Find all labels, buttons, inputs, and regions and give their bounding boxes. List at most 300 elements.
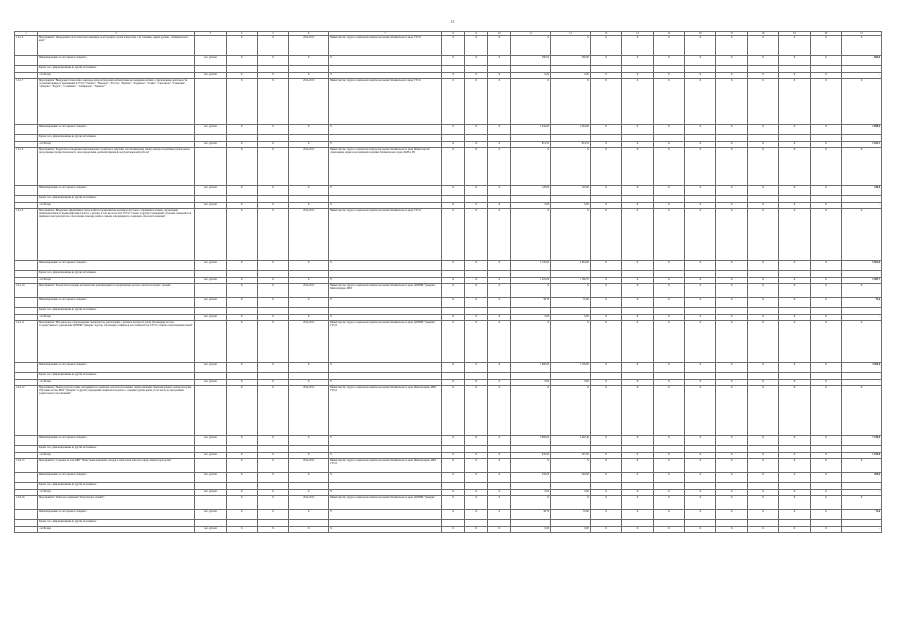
value-cell: Х: [465, 73, 488, 79]
amount-cell: Х: [511, 36, 551, 56]
value-cell: Х: [747, 453, 778, 459]
empty-cell: [622, 446, 653, 453]
value-cell: Х: [779, 142, 810, 148]
row-code: 1.6.1.8: [15, 148, 38, 186]
value-cell: Х: [257, 203, 288, 209]
empty-cell: [442, 271, 465, 278]
empty-cell: [716, 271, 747, 278]
row-label: Финансирование за счет краевого бюджета: [38, 56, 195, 66]
value-cell: Х: [488, 380, 511, 386]
executor-cell: Министерство труда и социальной защиты населения Забайкальского края, ГУСО: [329, 36, 442, 56]
table-row-fin: [15, 298, 882, 308]
value-cell: Х: [779, 261, 810, 271]
value-cell: Х: [226, 261, 257, 271]
value-cell: Х: [653, 284, 684, 298]
value-cell: Х: [653, 527, 684, 533]
value-cell: Х: [590, 527, 621, 533]
value-cell: Х: [779, 203, 810, 209]
executor-cell: Х: [329, 298, 442, 308]
value-cell: Х: [442, 73, 465, 79]
value-cell: Х: [653, 261, 684, 271]
value-cell: Х: [810, 36, 841, 56]
empty-cell: [622, 196, 653, 203]
value-cell: Х: [465, 321, 488, 363]
empty-cell: [442, 520, 465, 527]
row-label: - из Фонда: [38, 380, 195, 386]
row-code: [15, 527, 38, 533]
total-cell: -: [842, 73, 882, 79]
empty-cell: [329, 446, 442, 453]
value-cell: Х: [747, 473, 778, 483]
value-cell: Х: [488, 278, 511, 284]
value-cell: Х: [747, 496, 778, 510]
executor-cell: Министерство труда и социальной защиты населения Забайкальского края, ГУСО: [329, 209, 442, 261]
empty-cell: [195, 308, 226, 315]
empty-cell: [488, 308, 511, 315]
unit-cell: тыс. рублей: [195, 261, 226, 271]
total-cell: Х: [842, 284, 882, 298]
value-cell: Х: [622, 148, 653, 186]
value-cell: Х: [653, 142, 684, 148]
column-number: 7: [329, 32, 442, 36]
column-number: 9: [465, 32, 488, 36]
value-cell: Х: [488, 510, 511, 520]
value-cell: Х: [257, 278, 288, 284]
value-cell: Х: [590, 298, 621, 308]
amount-cell: 2 844,00: [551, 261, 591, 271]
row-code: 1.6.1.6: [15, 36, 38, 56]
value-cell: Х: [810, 510, 841, 520]
amount-cell: 300,00: [511, 56, 551, 66]
amount-cell: 0,00: [511, 73, 551, 79]
value-cell: Х: [442, 436, 465, 446]
empty-cell: [488, 373, 511, 380]
row-code: 1.6.1.9: [15, 209, 38, 261]
table-row-measure: [15, 148, 882, 186]
empty-cell: [551, 373, 591, 380]
empty-cell: [551, 196, 591, 203]
value-cell: Х: [622, 473, 653, 483]
executor-cell: Министерство труда и социальной защиты населения Забайкальского края, ГУСО: [329, 79, 442, 125]
empty-cell: [226, 196, 257, 203]
column-number: 21: [842, 32, 882, 36]
value-cell: Х: [226, 315, 257, 321]
column-number: 8: [442, 32, 465, 36]
amount-cell: 0,00: [551, 490, 591, 496]
value-cell: Х: [257, 496, 288, 510]
executor-cell: Х: [329, 527, 442, 533]
executor-cell: Х: [329, 203, 442, 209]
value-cell: Х: [442, 261, 465, 271]
empty-cell: [622, 271, 653, 278]
empty-cell: [653, 483, 684, 490]
value-cell: Х: [779, 186, 810, 196]
value-cell: Х: [465, 363, 488, 373]
value-cell: Х: [810, 125, 841, 135]
empty-cell: [810, 196, 841, 203]
unit-cell: [195, 79, 226, 125]
row-code: [15, 271, 38, 278]
table-row-other: [15, 66, 882, 73]
value-cell: Х: [685, 473, 716, 483]
executor-cell: Х: [329, 186, 442, 196]
amount-cell: 0,00: [511, 203, 551, 209]
value-cell: 2014-2015: [289, 209, 329, 261]
value-cell: Х: [653, 386, 684, 436]
amount-cell: 1 860,00: [511, 363, 551, 373]
value-cell: Х: [488, 436, 511, 446]
value-cell: Х: [622, 79, 653, 125]
value-cell: Х: [257, 363, 288, 373]
empty-cell: [195, 373, 226, 380]
unit-cell: тыс. рублей: [195, 315, 226, 321]
value-cell: Х: [779, 510, 810, 520]
row-code: [15, 135, 38, 142]
value-cell: Х: [488, 459, 511, 473]
empty-cell: [465, 196, 488, 203]
value-cell: Х: [488, 125, 511, 135]
value-cell: Х: [488, 315, 511, 321]
value-cell: Х: [226, 321, 257, 363]
empty-cell: [653, 520, 684, 527]
amount-cell: 38,70: [511, 510, 551, 520]
executor-cell: Х: [329, 278, 442, 284]
value-cell: Х: [685, 510, 716, 520]
empty-cell: [551, 308, 591, 315]
unit-cell: тыс. рублей: [195, 298, 226, 308]
value-cell: Х: [779, 284, 810, 298]
table-row-measure: [15, 496, 882, 510]
empty-cell: [195, 135, 226, 142]
value-cell: Х: [779, 36, 810, 56]
total-cell: 1 180,8: [842, 453, 882, 459]
value-cell: Х: [257, 56, 288, 66]
empty-cell: [226, 373, 257, 380]
empty-cell: [779, 271, 810, 278]
row-code: 1.6.2.16: [15, 496, 38, 510]
value-cell: Х: [289, 298, 329, 308]
value-cell: Х: [590, 56, 621, 66]
amount-cell: 1 700,00: [551, 363, 591, 373]
value-cell: Х: [465, 386, 488, 436]
empty-cell: [747, 196, 778, 203]
empty-cell: [226, 308, 257, 315]
value-cell: Х: [685, 298, 716, 308]
value-cell: Х: [779, 79, 810, 125]
value-cell: Х: [590, 79, 621, 125]
value-cell: Х: [289, 203, 329, 209]
value-cell: Х: [289, 436, 329, 446]
empty-cell: [257, 446, 288, 453]
total-cell: -: [842, 203, 882, 209]
empty-cell: [653, 66, 684, 73]
empty-cell: [289, 373, 329, 380]
empty-cell: [465, 520, 488, 527]
value-cell: Х: [653, 79, 684, 125]
empty-cell: [653, 271, 684, 278]
value-cell: Х: [779, 315, 810, 321]
value-cell: Х: [685, 79, 716, 125]
value-cell: Х: [716, 278, 747, 284]
row-code: [15, 186, 38, 196]
empty-cell: [685, 520, 716, 527]
value-cell: Х: [810, 527, 841, 533]
value-cell: Х: [810, 315, 841, 321]
value-cell: Х: [442, 315, 465, 321]
value-cell: Х: [465, 380, 488, 386]
total-cell: 74,6: [842, 298, 882, 308]
value-cell: Х: [465, 527, 488, 533]
value-cell: Х: [226, 380, 257, 386]
empty-cell: [195, 66, 226, 73]
amount-cell: 120,00: [511, 186, 551, 196]
measure-title: Мероприятие "Методическое сопровождение специалистов, работающих с детьми в интересах детей. Проведение на базе государственного учреждения ЦПППИ "Доверие" курсов, обучающих семинаров для специалистов ГУСО, службы сопровождения семей": [38, 321, 195, 363]
value-cell: Х: [622, 510, 653, 520]
empty-cell: [779, 520, 810, 527]
value-cell: Х: [622, 142, 653, 148]
value-cell: Х: [716, 148, 747, 186]
empty-cell: [511, 196, 551, 203]
value-cell: Х: [465, 278, 488, 284]
empty-cell: [590, 446, 621, 453]
value-cell: Х: [716, 496, 747, 510]
amount-cell: Х: [511, 321, 551, 363]
amount-cell: Х: [511, 79, 551, 125]
value-cell: Х: [747, 459, 778, 473]
empty-cell: [590, 373, 621, 380]
total-cell: 7 240,0: [842, 436, 882, 446]
value-cell: Х: [653, 186, 684, 196]
value-cell: Х: [685, 436, 716, 446]
total-cell: 600,0: [842, 56, 882, 66]
value-cell: Х: [622, 209, 653, 261]
value-cell: Х: [779, 453, 810, 459]
empty-cell: [842, 308, 882, 315]
value-cell: Х: [779, 459, 810, 473]
value-cell: Х: [716, 473, 747, 483]
empty-cell: [488, 483, 511, 490]
row-label: - из Фонда: [38, 278, 195, 284]
empty-cell: [511, 308, 551, 315]
value-cell: Х: [442, 36, 465, 56]
value-cell: Х: [226, 142, 257, 148]
amount-cell: 814,55: [551, 142, 591, 148]
empty-cell: [257, 271, 288, 278]
table-row-fin: [15, 473, 882, 483]
row-label: - из Фонда: [38, 315, 195, 321]
empty-cell: [226, 520, 257, 527]
row-code: [15, 446, 38, 453]
amount-cell: 0,00: [551, 315, 591, 321]
value-cell: Х: [590, 459, 621, 473]
value-cell: Х: [685, 315, 716, 321]
total-cell: -: [842, 315, 882, 321]
value-cell: Х: [779, 321, 810, 363]
unit-cell: тыс. рублей: [195, 186, 226, 196]
unit-cell: тыс. рублей: [195, 203, 226, 209]
value-cell: Х: [488, 473, 511, 483]
empty-cell: [551, 271, 591, 278]
row-code: [15, 298, 38, 308]
value-cell: Х: [590, 142, 621, 148]
value-cell: Х: [488, 73, 511, 79]
value-cell: Х: [289, 125, 329, 135]
value-cell: Х: [685, 209, 716, 261]
table-row-fin: [15, 186, 882, 196]
empty-cell: [716, 446, 747, 453]
empty-cell: [842, 520, 882, 527]
value-cell: Х: [590, 278, 621, 284]
total-cell: 490,0: [842, 473, 882, 483]
row-code: [15, 373, 38, 380]
value-cell: Х: [289, 315, 329, 321]
unit-cell: тыс. рублей: [195, 473, 226, 483]
measure-title: Мероприятие "Проведение в Х-й областной семейных, всестороннего детей и взрослых с их семьями, оценка уровня... Забайкальского края": [38, 36, 195, 56]
total-cell: Х: [842, 209, 882, 261]
amount-cell: Х: [551, 459, 591, 473]
column-number: 2: [38, 32, 195, 36]
value-cell: Х: [622, 298, 653, 308]
executor-cell: Х: [329, 380, 442, 386]
value-cell: Х: [488, 203, 511, 209]
value-cell: Х: [810, 459, 841, 473]
value-cell: Х: [488, 321, 511, 363]
empty-cell: [779, 308, 810, 315]
empty-cell: [442, 308, 465, 315]
empty-cell: [195, 483, 226, 490]
unit-cell: тыс. рублей: [195, 56, 226, 66]
value-cell: Х: [622, 186, 653, 196]
value-cell: Х: [257, 261, 288, 271]
empty-cell: [747, 66, 778, 73]
empty-cell: [488, 196, 511, 203]
empty-cell: [465, 271, 488, 278]
amount-cell: Х: [551, 496, 591, 510]
amount-cell: 35,90: [551, 298, 591, 308]
value-cell: Х: [716, 363, 747, 373]
total-cell: Х: [842, 386, 882, 436]
amount-cell: Х: [551, 209, 591, 261]
value-cell: Х: [685, 321, 716, 363]
empty-cell: [747, 520, 778, 527]
value-cell: Х: [685, 490, 716, 496]
value-cell: Х: [622, 490, 653, 496]
empty-cell: [289, 66, 329, 73]
value-cell: Х: [779, 56, 810, 66]
value-cell: Х: [653, 459, 684, 473]
value-cell: Х: [442, 527, 465, 533]
value-cell: Х: [685, 73, 716, 79]
empty-cell: [810, 135, 841, 142]
value-cell: Х: [488, 490, 511, 496]
value-cell: Х: [226, 125, 257, 135]
executor-cell: Х: [329, 125, 442, 135]
empty-cell: [590, 196, 621, 203]
column-number: 14: [622, 32, 653, 36]
value-cell: Х: [488, 386, 511, 436]
value-cell: Х: [779, 380, 810, 386]
empty-cell: [226, 271, 257, 278]
value-cell: Х: [653, 36, 684, 56]
empty-cell: [653, 196, 684, 203]
empty-cell: [551, 135, 591, 142]
value-cell: Х: [465, 459, 488, 473]
value-cell: Х: [590, 73, 621, 79]
value-cell: 2014-2015: [289, 36, 329, 56]
value-cell: Х: [653, 321, 684, 363]
empty-cell: [257, 135, 288, 142]
value-cell: Х: [716, 380, 747, 386]
amount-cell: 1 044,00: [551, 125, 591, 135]
executor-cell: Министерство труда и социальной защиты населения Забайкальского края, ЦПППИ "Доверие": [329, 496, 442, 510]
value-cell: Х: [779, 527, 810, 533]
amount-cell: 2 720,00: [511, 261, 551, 271]
value-cell: Х: [622, 203, 653, 209]
value-cell: Х: [747, 209, 778, 261]
value-cell: Х: [442, 209, 465, 261]
value-cell: Х: [465, 298, 488, 308]
value-cell: Х: [442, 453, 465, 459]
value-cell: Х: [747, 315, 778, 321]
value-cell: Х: [465, 79, 488, 125]
empty-cell: [747, 308, 778, 315]
value-cell: Х: [747, 527, 778, 533]
executor-cell: Министерство труда и социальной защиты населения Забайкальского края, Минобрнауки, МБУ, ГУСО: [329, 386, 442, 436]
value-cell: Х: [779, 278, 810, 284]
value-cell: Х: [590, 261, 621, 271]
amount-cell: 120,00: [551, 186, 591, 196]
value-cell: Х: [465, 148, 488, 186]
unit-cell: [195, 386, 226, 436]
row-code: [15, 66, 38, 73]
value-cell: Х: [488, 36, 511, 56]
unit-cell: [195, 321, 226, 363]
empty-cell: [257, 308, 288, 315]
value-cell: Х: [257, 125, 288, 135]
value-cell: Х: [257, 459, 288, 473]
value-cell: Х: [465, 315, 488, 321]
column-number: 10: [488, 32, 511, 36]
value-cell: Х: [716, 510, 747, 520]
value-cell: Х: [289, 453, 329, 459]
amount-cell: 0,00: [551, 203, 591, 209]
empty-cell: [842, 66, 882, 73]
empty-cell: [551, 66, 591, 73]
value-cell: Х: [257, 298, 288, 308]
value-cell: Х: [716, 186, 747, 196]
value-cell: Х: [747, 278, 778, 284]
value-cell: Х: [716, 142, 747, 148]
empty-cell: [511, 66, 551, 73]
executor-cell: Х: [329, 510, 442, 520]
row-code: [15, 436, 38, 446]
value-cell: Х: [465, 436, 488, 446]
value-cell: Х: [747, 284, 778, 298]
row-label: Кроме того, финансирование из других источников:: [38, 308, 195, 315]
column-number: 18: [747, 32, 778, 36]
value-cell: Х: [257, 453, 288, 459]
value-cell: Х: [226, 298, 257, 308]
measure-title: Мероприятие "Разработка и внедрение инновационного комплекса действий, обеспечивающих защиту интересов ребёнка группы риска, продолжение профессионального самоопределения, реабилитационной, консультационной работы": [38, 148, 195, 186]
empty-cell: [329, 373, 442, 380]
value-cell: Х: [442, 56, 465, 66]
value-cell: Х: [716, 209, 747, 261]
executor-cell: Х: [329, 315, 442, 321]
empty-cell: [685, 446, 716, 453]
empty-cell: [685, 135, 716, 142]
column-number: 5: [257, 32, 288, 36]
value-cell: Х: [226, 79, 257, 125]
